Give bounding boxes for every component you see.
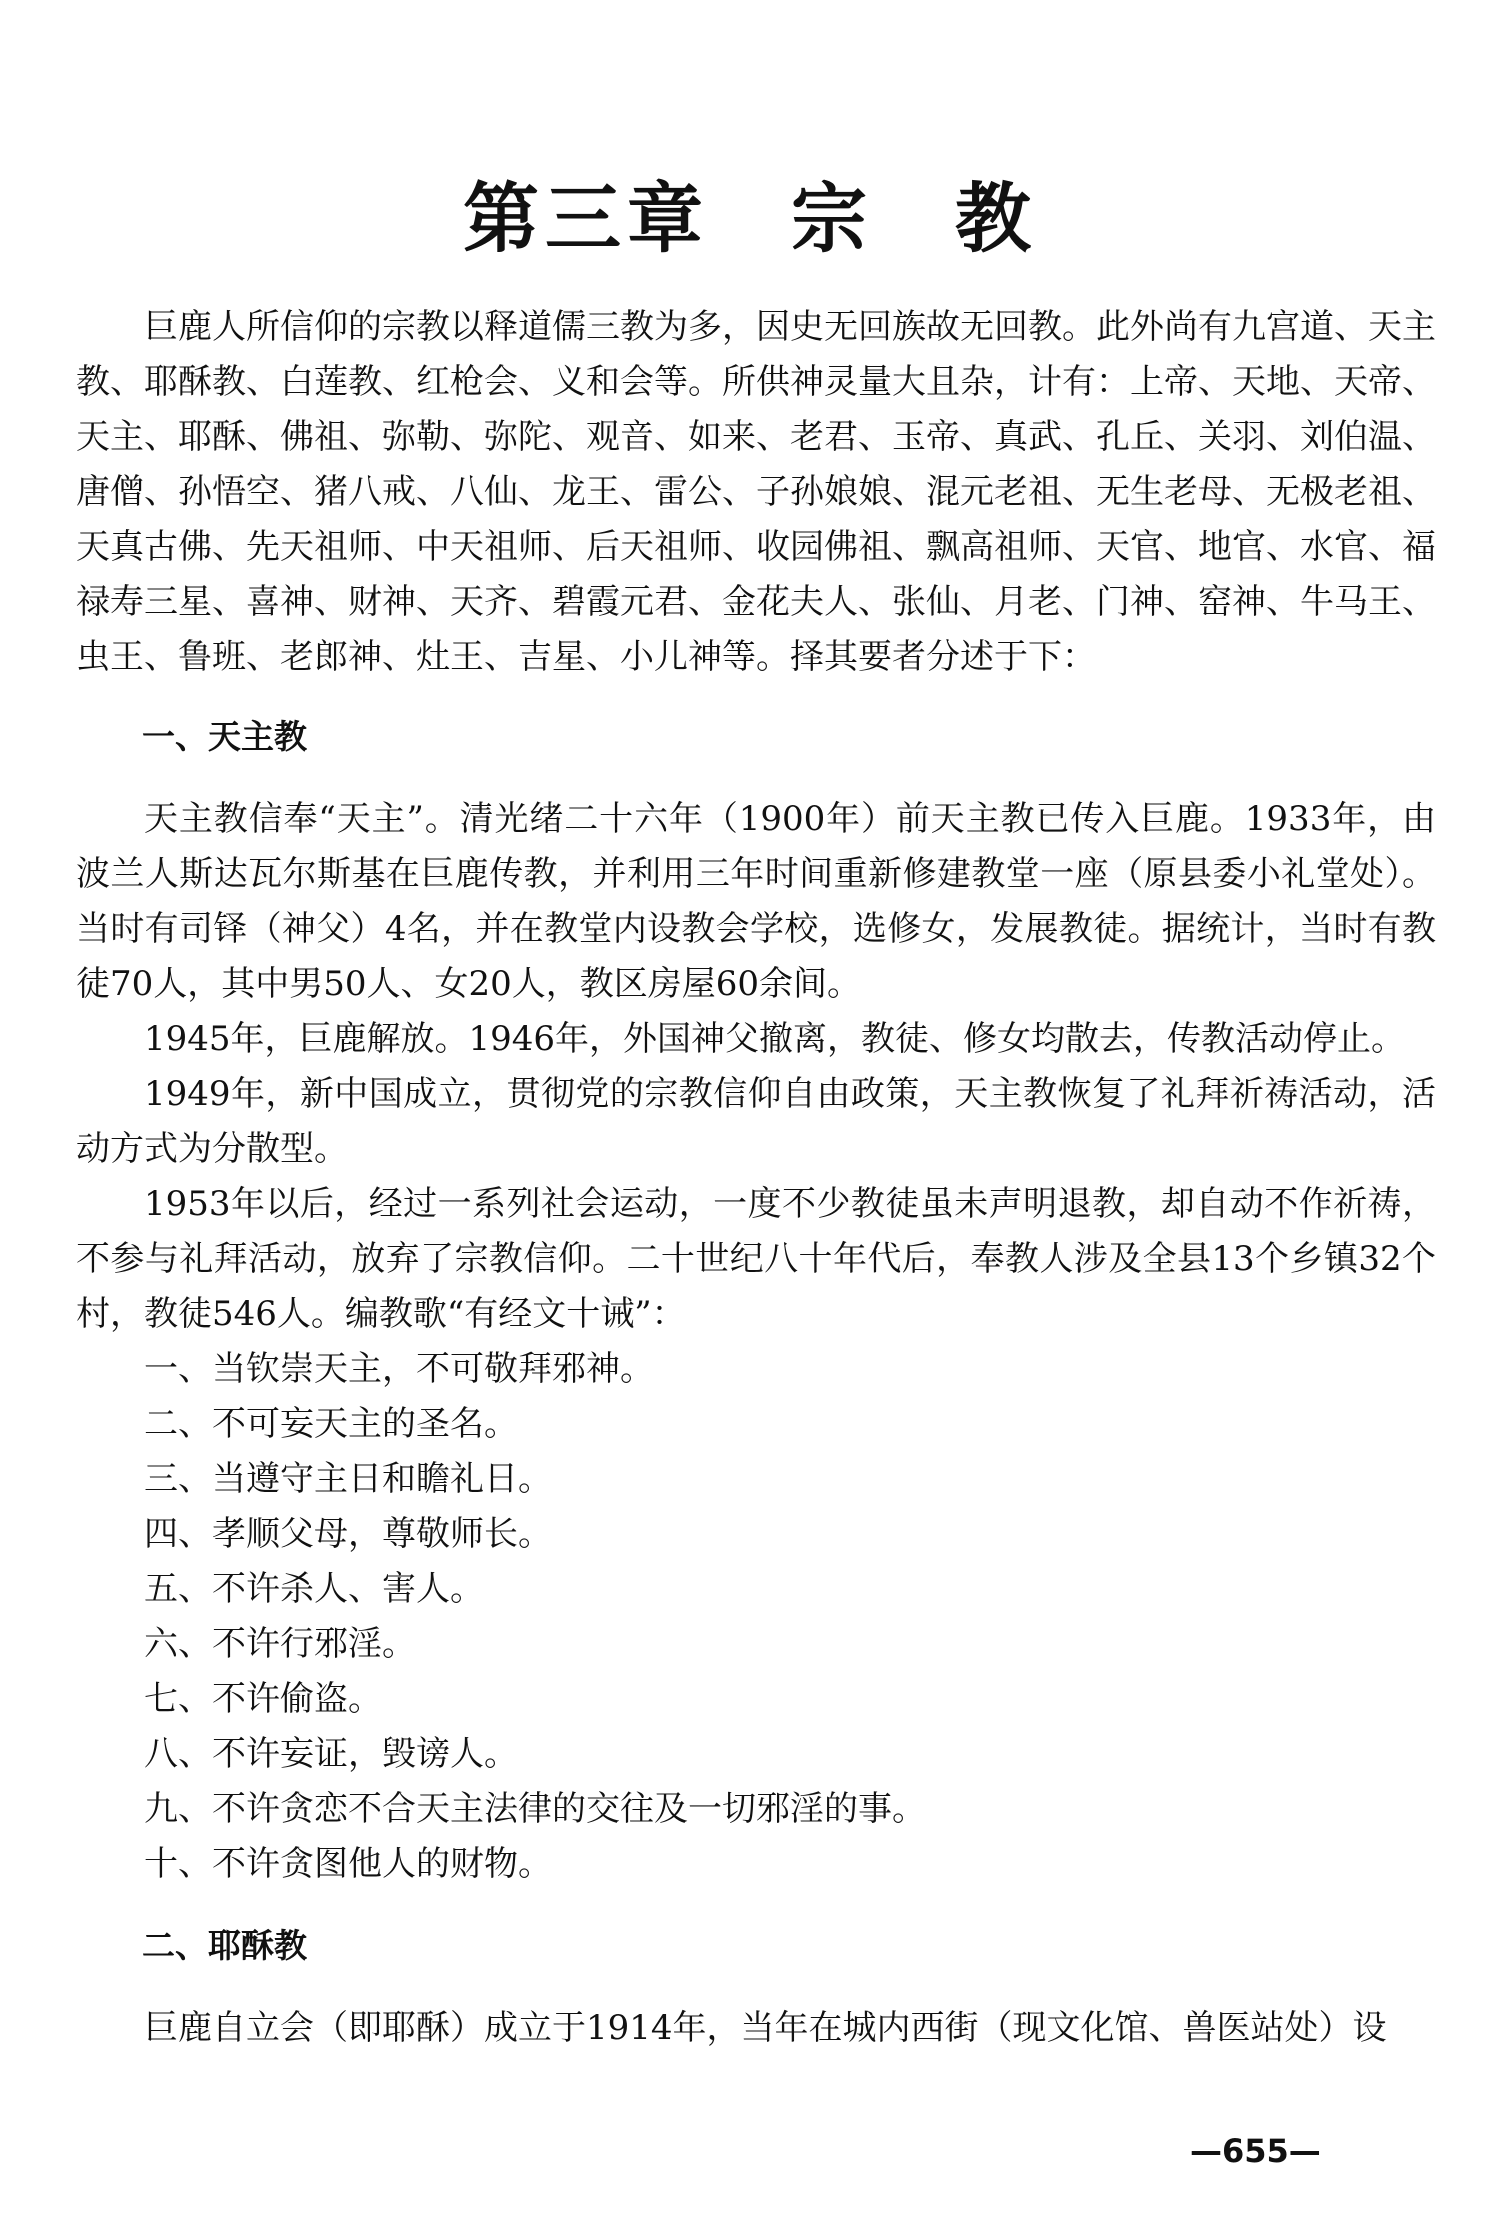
commandment-item: 七、不许偷盗。: [144, 1679, 382, 1719]
section-heading-catholicism: 一、天主教: [142, 717, 307, 756]
commandment-item: 十、不许贪图他人的财物。: [144, 1844, 552, 1884]
commandments-list: [76, 1342, 1436, 1892]
paragraph: 1953年以后，经过一系列社会运动，一度不少教徒虽未声明退教，却自动不作祈祷，不参与礼拜活动，放弃了宗教信仰。二十世纪八十年代后，奉教人涉及全县13个乡镇32个村，教徒546人。编教歌“有经文十诫”：: [76, 1184, 1436, 1334]
intro-paragraph: 巨鹿人所信仰的宗教以释道儒三教为多，因史无回族故无回教。此外尚有九宫道、天主教、耶酥教、白莲教、红枪会、义和会等。所供神灵量大且杂，计有：上帝、天地、天帝、天主、耶酥、佛祖、弥勒、弥陀、观音、如来、老君、玉帝、真武、孔丘、关羽、刘伯温、唐僧、孙悟空、猪八戒、八仙、龙王、雷公、子孙娘娘、混元老祖、无生老母、无极老祖、天真古佛、先天祖师、中天祖师、后天祖师、收园佛祖、飘高祖师、天官、地官、水官、福禄寿三星、喜神、财神、天齐、碧霞元君、金花夫人、张仙、月老、门神、窑神、牛马王、虫王、鲁班、老郎神、灶王、吉星、小儿神等。择其要者分述于下：: [76, 307, 1436, 677]
commandment-item: 三、当遵守主日和瞻礼日。: [144, 1459, 552, 1499]
commandment-item: 二、不可妄天主的圣名。: [144, 1404, 518, 1444]
page-content: [76, 300, 1436, 2056]
commandment-item: 八、不许妄证，毁谤人。: [144, 1734, 518, 1774]
paragraph: 1945年，巨鹿解放。1946年，外国神父撤离，教徒、修女均散去，传教活动停止。: [144, 1019, 1406, 1059]
commandment-item: 一、当钦崇天主，不可敬拜邪神。: [144, 1349, 654, 1389]
section-heading-protestantism: 二、耶酥教: [142, 1926, 307, 1965]
chapter-title: 第三章 宗 教: [463, 174, 1037, 263]
paragraph: 1949年，新中国成立，贯彻党的宗教信仰自由政策，天主教恢复了礼拜祈祷活动，活动方式为分散型。: [76, 1074, 1436, 1169]
page-number: —655—: [1190, 2132, 1321, 2170]
commandment-item: 九、不许贪恋不合天主法律的交往及一切邪淫的事。: [144, 1789, 926, 1829]
paragraph: 巨鹿自立会（即耶酥）成立于1914年，当年在城内西街（现文化馆、兽医站处）设: [144, 2008, 1387, 2048]
commandment-item: 六、不许行邪淫。: [144, 1624, 416, 1664]
paragraph: 天主教信奉“天主”。清光绪二十六年（1900年）前天主教已传入巨鹿。1933年，由波兰人斯达瓦尔斯基在巨鹿传教，并利用三年时间重新修建教堂一座（原县委小礼堂处）。当时有司铎（神父）4名，并在教堂内设教会学校，选修女，发展教徒。据统计，当时有教徒70人，其中男50人、女20人，教区房屋60余间。: [76, 799, 1436, 1004]
commandment-item: 五、不许杀人、害人。: [144, 1569, 484, 1609]
commandment-item: 四、孝顺父母，尊敬师长。: [144, 1514, 552, 1554]
